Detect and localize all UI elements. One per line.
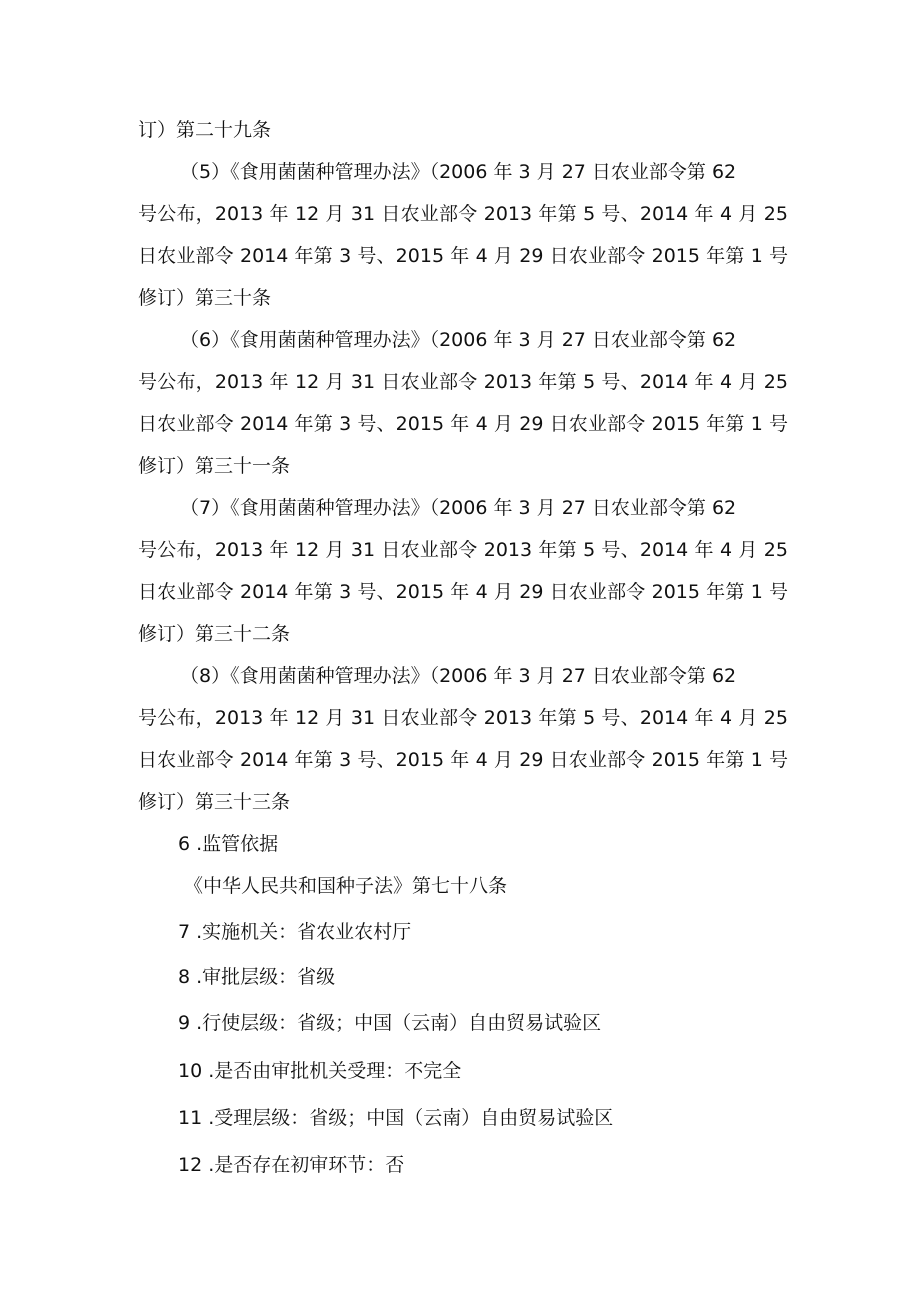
text-line: 修订）第三十三条 <box>138 791 291 813</box>
text-line: 日农业部令 2014 年第 3 号、2015 年 4 月 29 日农业部令 2015 年第 1 号 <box>138 413 788 435</box>
text-line: 修订）第三十条 <box>138 287 272 309</box>
text-line: 日农业部令 2014 年第 3 号、2015 年 4 月 29 日农业部令 2015 年第 1 号 <box>138 581 788 603</box>
text-line: （6）《食用菌菌种管理办法》（2006 年 3 月 27 日农业部令第 62 <box>180 329 737 351</box>
section-heading: 11 .受理层级：省级；中国（云南）自由贸易试验区 <box>178 1107 614 1129</box>
text-line: 号公布，2013 年 12 月 31 日农业部令 2013 年第 5 号、2014 年 4 月 25 <box>138 371 788 393</box>
text-line: 号公布，2013 年 12 月 31 日农业部令 2013 年第 5 号、2014 年 4 月 25 <box>138 539 788 561</box>
section-heading: 9 .行使层级：省级；中国（云南）自由贸易试验区 <box>178 1012 602 1034</box>
section-heading: 7 .实施机关：省农业农村厅 <box>178 921 412 943</box>
text-line: 号公布，2013 年 12 月 31 日农业部令 2013 年第 5 号、2014 年 4 月 25 <box>138 203 788 225</box>
text-line: （7）《食用菌菌种管理办法》（2006 年 3 月 27 日农业部令第 62 <box>180 497 737 519</box>
text-line: （5）《食用菌菌种管理办法》（2006 年 3 月 27 日农业部令第 62 <box>180 161 737 183</box>
text-line: 《中华人民共和国种子法》第七十八条 <box>184 875 508 897</box>
text-line: 号公布，2013 年 12 月 31 日农业部令 2013 年第 5 号、2014 年 4 月 25 <box>138 707 788 729</box>
text-line: 日农业部令 2014 年第 3 号、2015 年 4 月 29 日农业部令 2015 年第 1 号 <box>138 749 788 771</box>
text-line: 订）第二十九条 <box>138 119 272 141</box>
text-line: 修订）第三十二条 <box>138 623 291 645</box>
text-line: （8）《食用菌菌种管理办法》（2006 年 3 月 27 日农业部令第 62 <box>180 665 737 687</box>
section-heading: 12 .是否存在初审环节：否 <box>178 1154 405 1176</box>
section-heading: 6 .监管依据 <box>178 833 279 855</box>
section-heading: 10 .是否由审批机关受理：不完全 <box>178 1060 462 1082</box>
section-heading: 8 .审批层级：省级 <box>178 966 336 988</box>
text-line: 日农业部令 2014 年第 3 号、2015 年 4 月 29 日农业部令 2015 年第 1 号 <box>138 245 788 267</box>
text-line: 修订）第三十一条 <box>138 455 291 477</box>
